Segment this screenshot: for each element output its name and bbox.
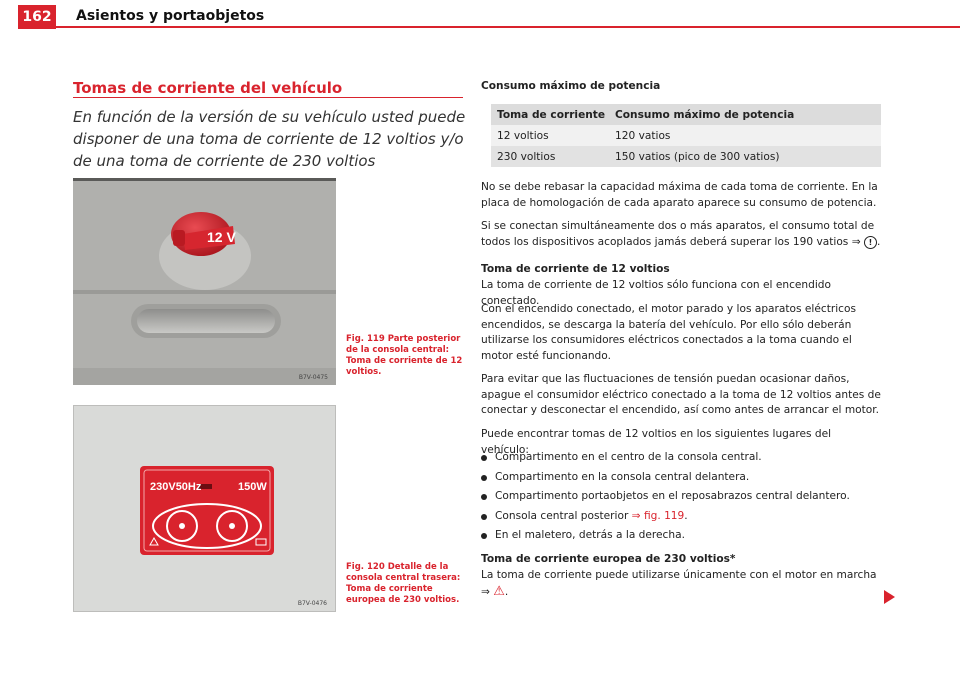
bullet-icon — [481, 533, 487, 539]
table-cell: 120 vatios — [609, 125, 881, 146]
table-header-cell: Toma de corriente — [491, 104, 609, 125]
socket230-paragraph: La toma de corriente puede utilizarse únicamente con el motor en marcha ⇒ ⚠. — [481, 569, 877, 599]
running-head: Asientos y portaobjetos — [76, 8, 265, 24]
table-header-cell: Consumo máximo de potencia — [609, 104, 881, 125]
warning-triangle-icon[interactable]: ⚠ — [493, 583, 505, 599]
list-item: Consola central posterior ⇒ fig. 119. — [481, 509, 891, 529]
bullet-icon — [481, 514, 487, 520]
socket12-heading: Toma de corriente de 12 voltios — [481, 263, 670, 275]
table-cell: 150 vatios (pico de 300 vatios) — [609, 146, 881, 167]
list-item: Compartimento portaobjetos en el reposabrazos central delantero. — [481, 489, 891, 509]
power-heading: Consumo máximo de potencia — [481, 80, 661, 92]
socket-230v-power-label: 150W — [238, 481, 267, 493]
arrow-ref-icon: ⇒ — [851, 235, 864, 248]
socket-12v-illustration — [73, 178, 336, 385]
bullet-icon — [481, 455, 487, 461]
socket-230v-illustration — [74, 406, 335, 611]
table-cell: 230 voltios — [491, 146, 609, 167]
figure-120-image — [73, 405, 336, 612]
list-item: En el maletero, detrás a la derecha. — [481, 528, 891, 548]
arrow-ref-icon: ⇒ — [631, 509, 641, 522]
page-number: 162 — [18, 5, 56, 29]
table-row — [491, 146, 881, 167]
arrow-ref-icon: ⇒ — [481, 585, 494, 598]
table-cell: 12 voltios — [491, 125, 609, 146]
continue-arrow-icon[interactable] — [884, 590, 895, 604]
header-rule — [18, 26, 960, 28]
section-title: Tomas de corriente del vehículo — [73, 79, 343, 97]
figure-code: B7V-0476 — [297, 600, 327, 607]
bullet-icon — [481, 494, 487, 500]
figure-119-caption: Fig. 119 Parte posterior de la consola central: Toma de corriente de 12 voltios. — [346, 334, 463, 377]
section-intro: En función de la versión de su vehículo usted puede disponer de una toma de corriente de 12 voltios y/o de una toma de corriente de 230 voltios — [73, 108, 466, 170]
table-header-row — [491, 104, 881, 125]
socket12-locations-list — [481, 450, 891, 548]
socket12-paragraph-4: Puede encontrar tomas de 12 voltios en los siguientes lugares del vehículo: — [481, 428, 832, 456]
socket-230v-voltage-label: 230V50Hz — [150, 481, 202, 493]
power-paragraph-2: Si se conectan simultáneamente dos o más aparatos, el consumo total de todos los dispositivos acoplados jamás deberá superar los 190 vatios ⇒ ! . — [481, 220, 881, 248]
figure-120-caption: Fig. 120 Detalle de la consola central trasera: Toma de corriente europea de 230 voltios. — [346, 562, 461, 605]
figure-119-image — [73, 178, 336, 385]
power-paragraph-1: No se debe rebasar la capacidad máxima de cada toma de corriente. En la placa de homologación de cada aparato aparece su consumo de potencia. — [481, 181, 878, 209]
socket-12v-label: 12 V — [207, 229, 236, 245]
figure-119-link[interactable]: fig. 119 — [643, 509, 685, 522]
socket12-paragraph-1: La toma de corriente de 12 voltios sólo funciona con el encendido conectado. — [481, 279, 831, 307]
power-paragraph-2-text: Si se conectan simultáneamente dos o más aparatos, el consumo total de todos los dispositivos acoplados jamás deberá superar los 190 vatios — [481, 220, 875, 248]
socket12-paragraph-3: Para evitar que las fluctuaciones de tensión puedan ocasionar daños, apague el consumidor eléctrico conectado a la toma de 12 voltios antes de conectar y desconectar el encendido, así como antes de arrancar el motor. — [481, 373, 881, 416]
figure-code: B7V-0475 — [298, 374, 328, 381]
table-row — [491, 125, 881, 146]
socket12-paragraph-2: Con el encendido conectado, el motor parado y los aparatos eléctricos encendidos, se descarga la batería del vehículo. Por ello sólo deberán utilizarse los consumidores eléctricos conectados a la toma cuando el motor esté funcionando. — [481, 303, 856, 362]
socket230-heading: Toma de corriente europea de 230 voltios* — [481, 553, 736, 565]
list-item: Compartimento en el centro de la consola central. — [481, 450, 891, 470]
page-header — [0, 0, 960, 34]
power-table — [491, 104, 881, 167]
section-rule — [73, 97, 463, 98]
list-item: Compartimento en la consola central delantera. — [481, 470, 891, 490]
caution-circle-icon[interactable]: ! — [864, 236, 877, 249]
bullet-icon — [481, 475, 487, 481]
